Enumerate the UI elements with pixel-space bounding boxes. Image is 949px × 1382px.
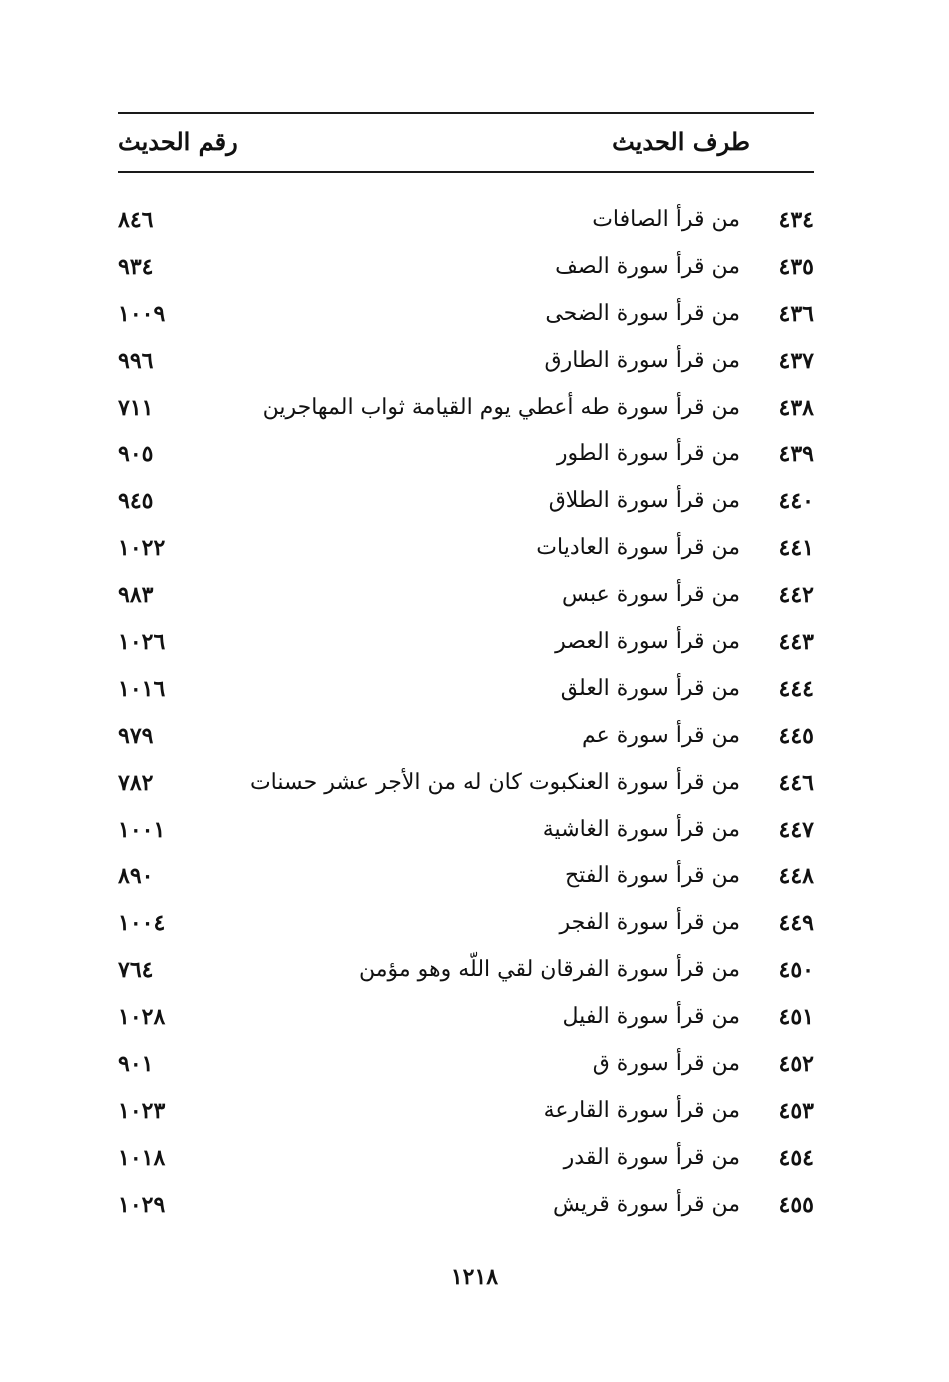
entry-number: ٤٥٣ bbox=[778, 1097, 814, 1124]
list-item bbox=[118, 526, 814, 573]
list-item bbox=[118, 198, 814, 245]
entry-text: من قرأ سورة الصف bbox=[555, 253, 740, 279]
entry-text: من قرأ سورة الغاشية bbox=[542, 816, 740, 842]
entry-number: ٤٤١ bbox=[778, 535, 814, 562]
entry-hadith-number: ١٠٠١ bbox=[118, 816, 166, 843]
list-item bbox=[118, 292, 814, 339]
page-number: ١٢١٨ bbox=[450, 1264, 499, 1290]
entry-number: ٤٤٢ bbox=[778, 582, 814, 609]
entry-text: من قرأ سورة الطور bbox=[556, 441, 740, 467]
entry-number: ٤٤٣ bbox=[778, 629, 814, 656]
entry-text: من قرأ سورة القدر bbox=[563, 1144, 740, 1170]
entry-number: ٤٥٠ bbox=[778, 957, 814, 984]
list-item bbox=[118, 948, 814, 995]
entry-number: ٤٤٤ bbox=[778, 675, 814, 702]
entry-text: من قرأ سورة العلق bbox=[560, 675, 740, 701]
entry-number: ٤٤٦ bbox=[778, 769, 814, 796]
entry-hadith-number: ٧٨٢ bbox=[118, 769, 154, 796]
entry-hadith-number: ١٠٠٤ bbox=[118, 910, 166, 937]
entry-hadith-number: ١٠٢٩ bbox=[118, 1191, 166, 1218]
list-item bbox=[118, 245, 814, 292]
entry-hadith-number: ٨٩٠ bbox=[118, 863, 154, 890]
entry-hadith-number: ٩٣٤ bbox=[118, 253, 154, 280]
list-item bbox=[118, 386, 814, 433]
entry-text: من قرأ سورة الفجر bbox=[559, 910, 740, 936]
entry-text: من قرأ الصافات bbox=[592, 207, 740, 232]
list-item bbox=[118, 620, 814, 667]
entry-hadith-number: ١٠٢٣ bbox=[118, 1097, 166, 1124]
header-top-rule bbox=[118, 112, 814, 114]
entry-text: من قرأ سورة الطلاق bbox=[548, 488, 740, 514]
entry-text: من قرأ سورة العنكبوت كان له من الأجر عشر حسنات bbox=[249, 769, 740, 795]
entry-hadith-number: ١٠٠٩ bbox=[118, 300, 166, 327]
entry-hadith-number: ٩٨٣ bbox=[118, 582, 154, 609]
table-header bbox=[118, 124, 814, 160]
list-item bbox=[118, 901, 814, 948]
entry-text: من قرأ سورة الضحى bbox=[545, 300, 740, 326]
entry-number: ٤٥٢ bbox=[778, 1051, 814, 1078]
list-item bbox=[118, 573, 814, 620]
entry-text: من قرأ سورة عم bbox=[582, 722, 740, 748]
entry-text: من قرأ سورة عبس bbox=[561, 582, 740, 608]
entry-number: ٤٤٥ bbox=[778, 722, 814, 749]
list-item bbox=[118, 479, 814, 526]
entry-hadith-number: ١٠١٦ bbox=[118, 675, 166, 702]
entry-hadith-number: ٩٩٦ bbox=[118, 347, 154, 374]
entry-text: من قرأ سورة العصر bbox=[555, 629, 740, 655]
list-item bbox=[118, 808, 814, 855]
entry-hadith-number: ١٠٢٨ bbox=[118, 1004, 166, 1031]
list-item bbox=[118, 339, 814, 386]
entry-number: ٤٣٤ bbox=[778, 207, 814, 233]
list-item bbox=[118, 995, 814, 1042]
entry-hadith-number: ١٠٢٦ bbox=[118, 629, 166, 656]
entry-text: من قرأ سورة العاديات bbox=[536, 535, 740, 561]
entry-number: ٤٣٥ bbox=[778, 253, 814, 280]
list-item bbox=[118, 854, 814, 901]
entry-text: من قرأ سورة الطارق bbox=[544, 347, 740, 373]
entry-number: ٤٥١ bbox=[778, 1004, 814, 1031]
entry-number: ٤٥٥ bbox=[778, 1191, 814, 1218]
header-bottom-rule bbox=[118, 171, 814, 173]
header-hadith-number: رقم الحديث bbox=[118, 127, 238, 156]
list-item bbox=[118, 1042, 814, 1089]
entry-number: ٤٤٨ bbox=[778, 863, 814, 890]
entry-hadith-number: ١٠١٨ bbox=[118, 1144, 166, 1171]
entry-number: ٤٤٩ bbox=[778, 910, 814, 937]
entry-text: من قرأ سورة الفيل bbox=[562, 1004, 740, 1030]
entry-number: ٤٣٦ bbox=[778, 300, 814, 327]
entry-text: من قرأ سورة طه أعطي يوم القيامة ثواب المهاجرين bbox=[262, 394, 740, 420]
entry-text: من قرأ سورة الفتح bbox=[564, 863, 740, 889]
entry-hadith-number: ٩٧٩ bbox=[118, 722, 154, 749]
list-item bbox=[118, 714, 814, 761]
entry-number: ٤٥٤ bbox=[778, 1144, 814, 1171]
entry-text: من قرأ سورة قريش bbox=[552, 1191, 740, 1217]
entry-hadith-number: ٨٤٦ bbox=[118, 207, 154, 233]
list-item bbox=[118, 1136, 814, 1183]
entry-number: ٤٤٧ bbox=[778, 816, 814, 843]
entry-number: ٤٤٠ bbox=[778, 488, 814, 515]
entry-number: ٤٣٨ bbox=[778, 394, 814, 421]
entry-number: ٤٣٧ bbox=[778, 347, 814, 374]
entry-hadith-number: ٩٠٥ bbox=[118, 441, 154, 468]
entry-hadith-number: ١٠٢٢ bbox=[118, 535, 166, 562]
list-item bbox=[118, 667, 814, 714]
entry-text: من قرأ سورة الفرقان لقي اللّه وهو مؤمن bbox=[359, 957, 740, 983]
list-item bbox=[118, 1183, 814, 1230]
list-item bbox=[118, 761, 814, 808]
entry-hadith-number: ٧٦٤ bbox=[118, 957, 154, 984]
entry-text: من قرأ سورة القارعة bbox=[543, 1097, 740, 1123]
list-item bbox=[118, 1089, 814, 1136]
entry-text: من قرأ سورة ق bbox=[592, 1051, 740, 1077]
entry-hadith-number: ٩٠١ bbox=[118, 1051, 154, 1078]
entry-hadith-number: ٩٤٥ bbox=[118, 488, 154, 515]
header-hadith-text: طرف الحديث bbox=[612, 127, 750, 156]
index-list bbox=[118, 198, 814, 1230]
entry-hadith-number: ٧١١ bbox=[118, 394, 154, 421]
entry-number: ٤٣٩ bbox=[778, 441, 814, 468]
list-item bbox=[118, 432, 814, 479]
